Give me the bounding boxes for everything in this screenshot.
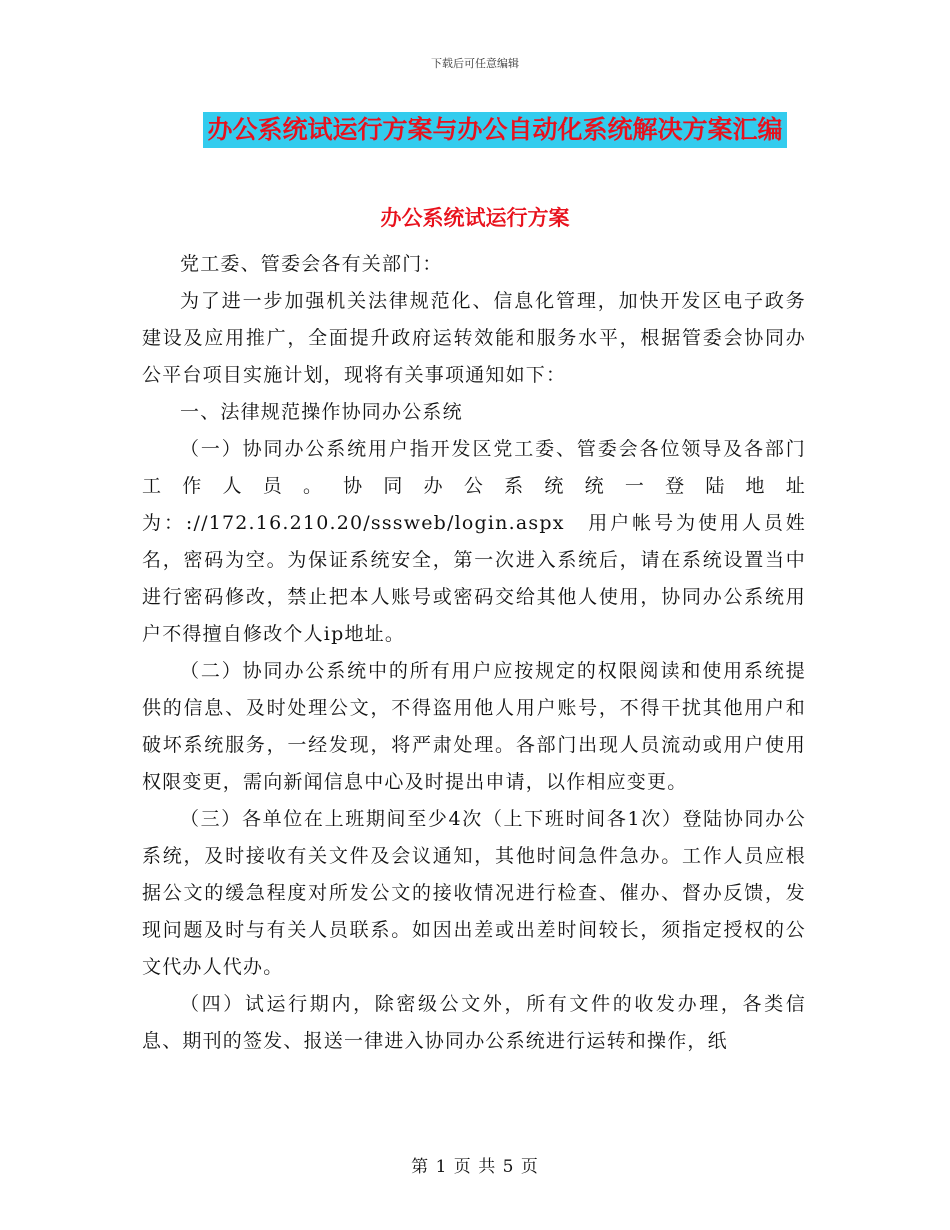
paragraph-item-4: （四）试运行期内，除密级公文外，所有文件的收发办理，各类信息、期刊的签发、报送一律进入协同办公系统进行运转和操作，纸 (142, 993, 806, 1052)
paragraph-item-3: （三）各单位在上班期间至少4次（上下班时间各1次）登陆协同办公系统，及时接收有关文件及会议通知，其他时间急件急办。工作人员应根据公文的缓急程度对所发公文的接收情况进行检查、催办、督办反馈，发现问题及时与有关人员联系。如因出差或出差时间较长，须指定授权的公文代办人代办。 (142, 808, 806, 978)
paragraph-item-2: （二）协同办公系统中的所有用户应按规定的权限阅读和使用系统提供的信息、及时处理公文，不得盗用他人用户账号，不得干扰其他用户和破坏系统服务，一经发现，将严肃处理。各部门出现人员流动或用户使用权限变更，需向新闻信息中心及时提出申请，以作相应变更。 (142, 660, 806, 793)
paragraph-salutation: 党工委、管委会各有关部门： (180, 253, 443, 275)
paragraph-intro: 为了进一步加强机关法律规范化、信息化管理，加快开发区电子政务建设及应用推广，全面提升政府运转效能和服务水平，根据管委会协同办公平台项目实施计划，现将有关事项通知如下： (142, 290, 806, 386)
paragraph-heading-1: 一、法律规范操作协同办公系统 (180, 401, 463, 423)
paragraph-item-1: （一）协同办公系统用户指开发区党工委、管委会各位领导及各部门工作人员。协同办公系统统一登陆地址为：://172.16.210.20/sssweb/login.aspx 用户帐号为使用人员姓名，密码为空。为保证系统安全，第一次进入系统后，请在系统设置当中进行密码修改，禁止把本人账号或密码交给其他人使用，协同办公系统用户不得擅自修改个人ip地址。 (142, 438, 806, 645)
header-note: 下载后可任意编辑 (431, 57, 519, 70)
main-title-wrap (0, 112, 950, 148)
page-footer: 第 1 页 共 5 页 (411, 1157, 539, 1177)
body-text (142, 246, 806, 1060)
section-title: 办公系统试运行方案 (380, 206, 570, 230)
main-title: 办公系统试运行方案与办公自动化系统解决方案汇编 (203, 112, 786, 148)
